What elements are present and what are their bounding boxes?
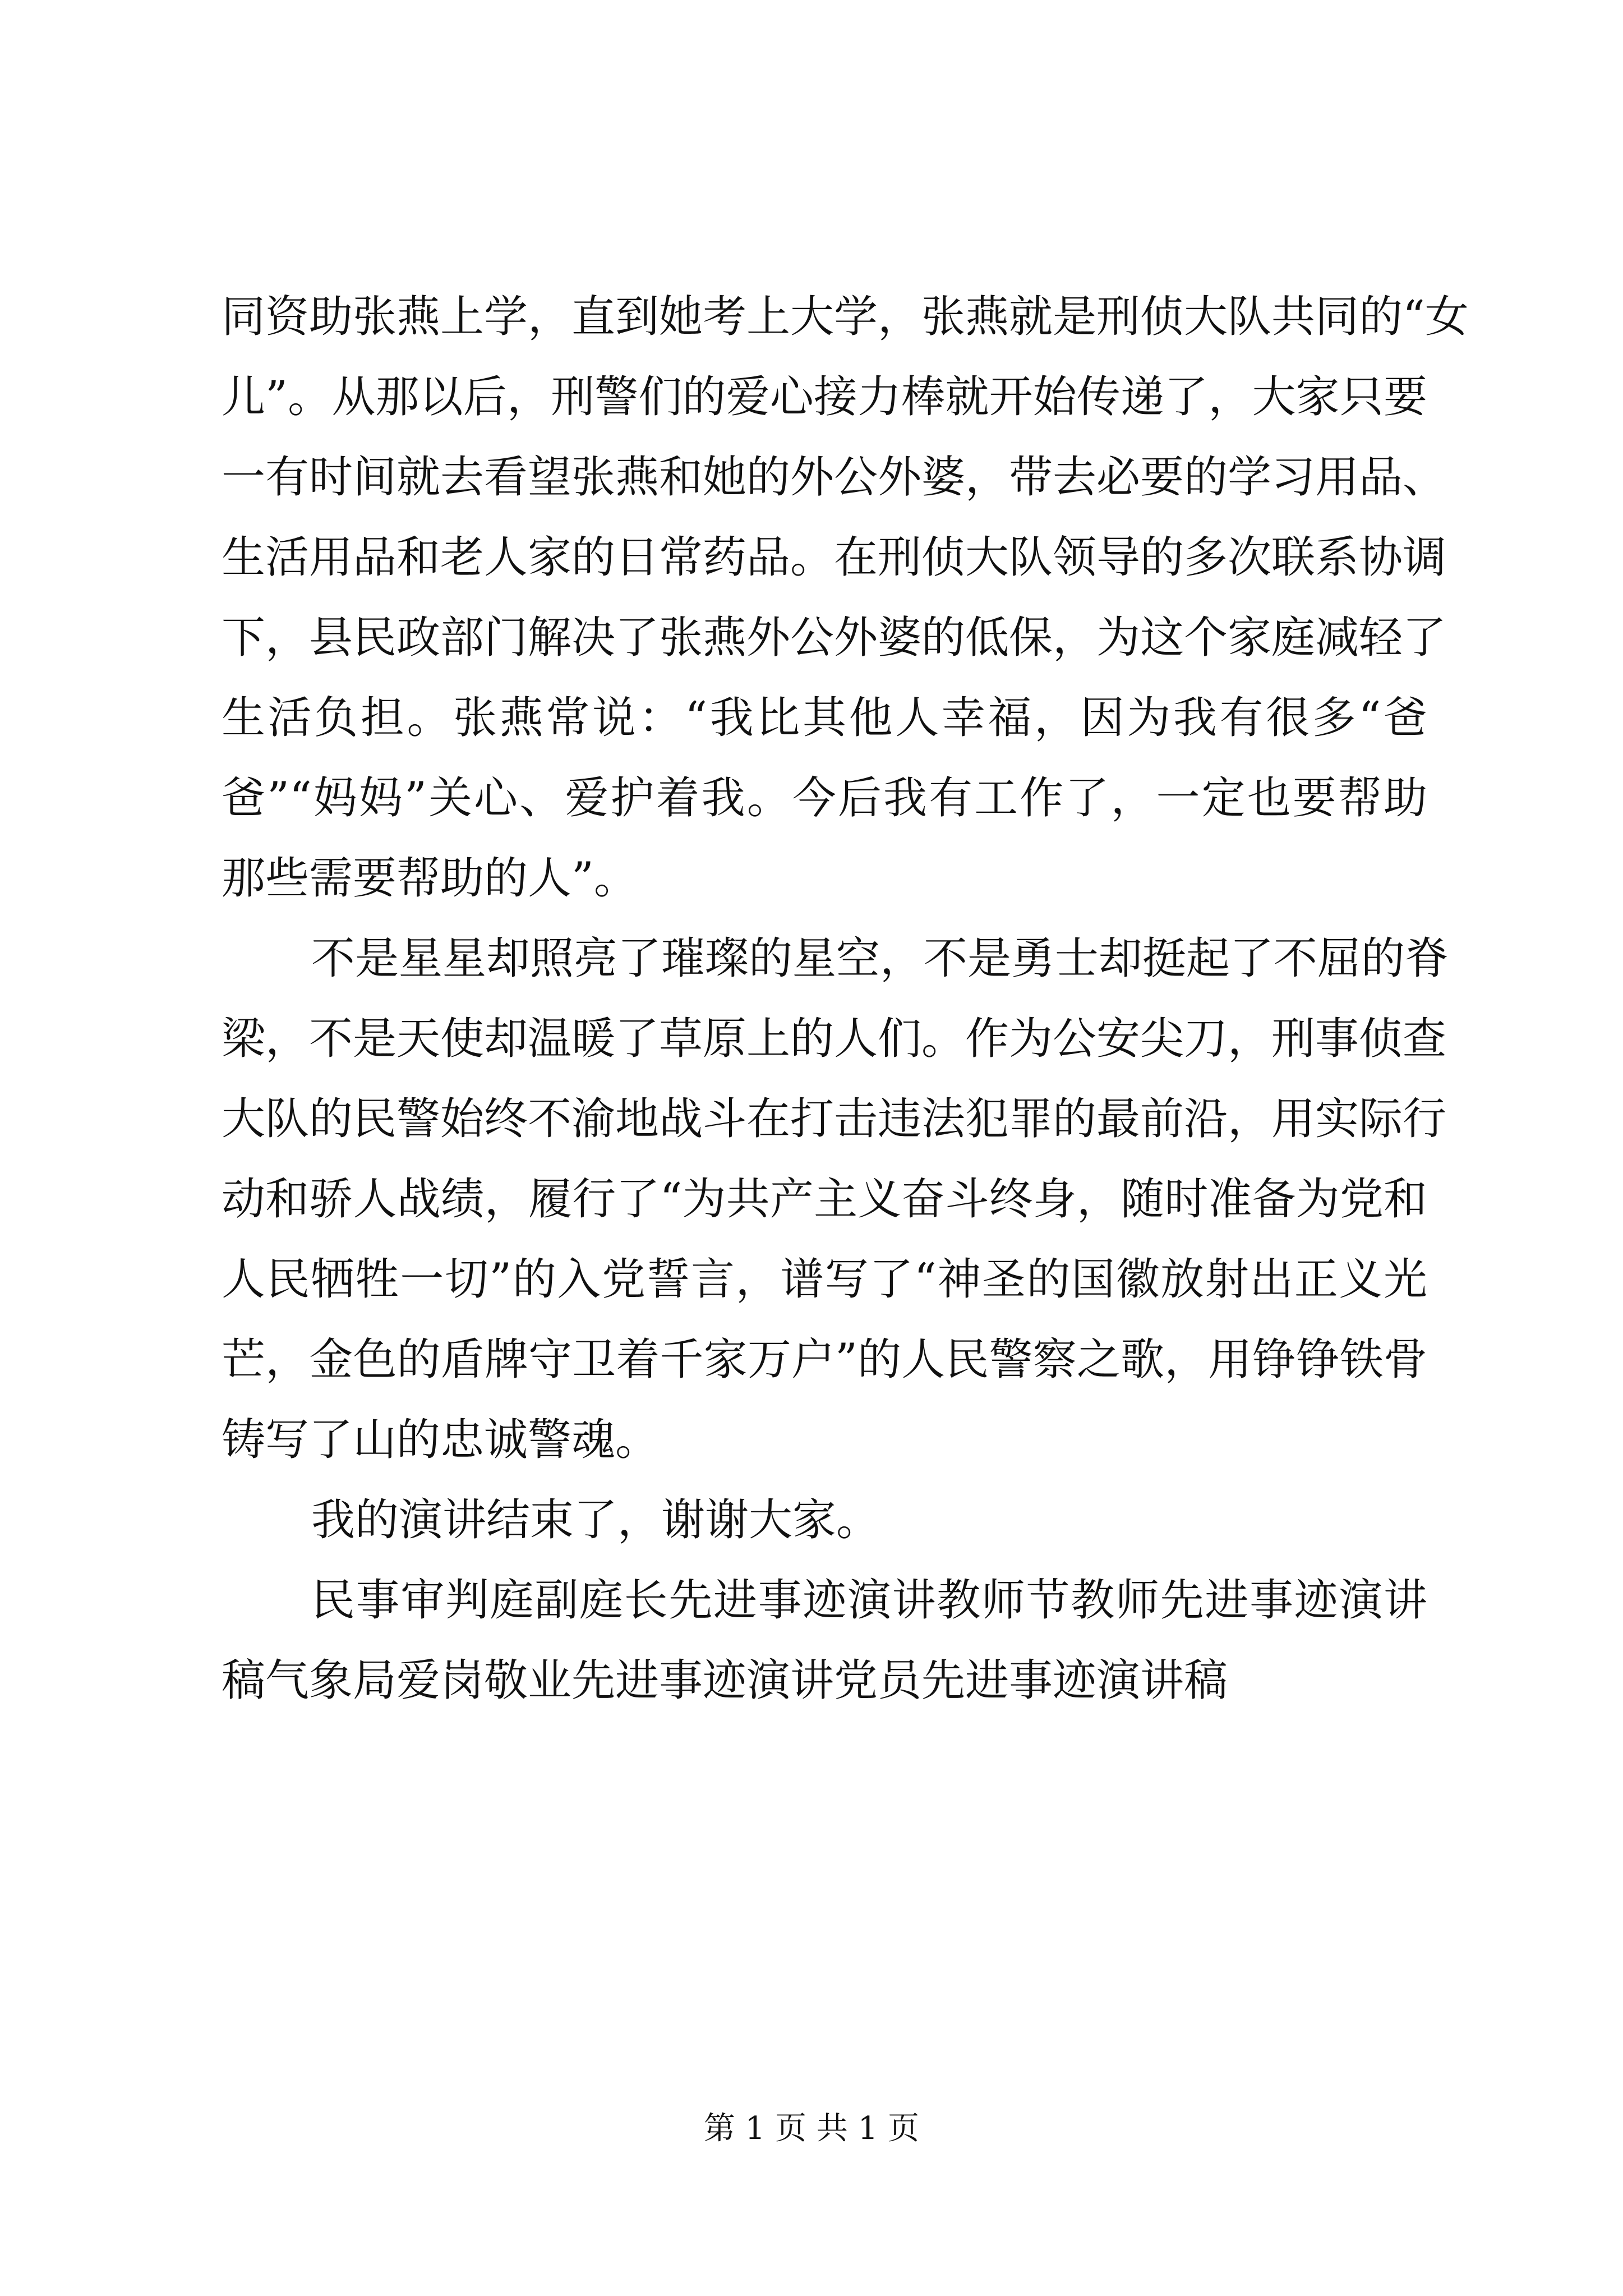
closing-line: 我的演讲结束了，谢谢大家。 (311, 1495, 880, 1545)
text-line: 芒，金色的盾牌守卫着千家万户”的人民警察之歌，用铮铮铁骨 (222, 1335, 1427, 1385)
text-line: 人民牺牲一切”的入党誓言，谱写了“神圣的国徽放射出正义光 (222, 1254, 1427, 1305)
related-titles-line: 民事审判庭副庭长先进事迹演讲教师节教师先进事迹演讲 (311, 1575, 1427, 1626)
text-line: 同资助张燕上学，直到她考上大学，张燕就是刑侦大队共同的“女 (222, 292, 1469, 342)
text-line: 铸写了山的忠诚警魂。 (222, 1415, 660, 1465)
text-line: 儿”。从那以后，刑警们的爱心接力棒就开始传递了，大家只要 (222, 372, 1427, 422)
text-line: 大队的民警始终不渝地战斗在打击违法犯罪的最前沿，用实际行 (222, 1094, 1447, 1144)
related-titles-line: 稿气象局爱岗敬业先进事迹演讲党员先进事迹演讲稿 (222, 1655, 1228, 1706)
page-number-footer: 第 1 页 共 1 页 (703, 2110, 920, 2147)
text-line: 一有时间就去看望张燕和她的外公外婆，带去必要的学习用品、 (222, 452, 1447, 503)
text-line: 生活负担。张燕常说：“我比其他人幸福，因为我有很多“爸 (222, 693, 1427, 743)
paragraph-first-line: 不是星星却照亮了璀璨的星空，不是勇士却挺起了不屈的脊 (311, 933, 1449, 984)
text-line: 梁，不是天使却温暖了草原上的人们。作为公安尖刀，刑事侦查 (222, 1014, 1447, 1064)
text-line: 那些需要帮助的人”。 (222, 853, 638, 904)
text-line: 生活用品和老人家的日常药品。在刑侦大队领导的多次联系协调 (222, 532, 1447, 583)
text-line: 下，县民政部门解决了张燕外公外婆的低保，为这个家庭减轻了 (222, 613, 1447, 663)
text-line: 爸”“妈妈”关心、爱护着我。今后我有工作了，一定也要帮助 (222, 773, 1427, 823)
text-line: 动和骄人战绩，履行了“为共产主义奋斗终身，随时准备为党和 (222, 1174, 1427, 1225)
